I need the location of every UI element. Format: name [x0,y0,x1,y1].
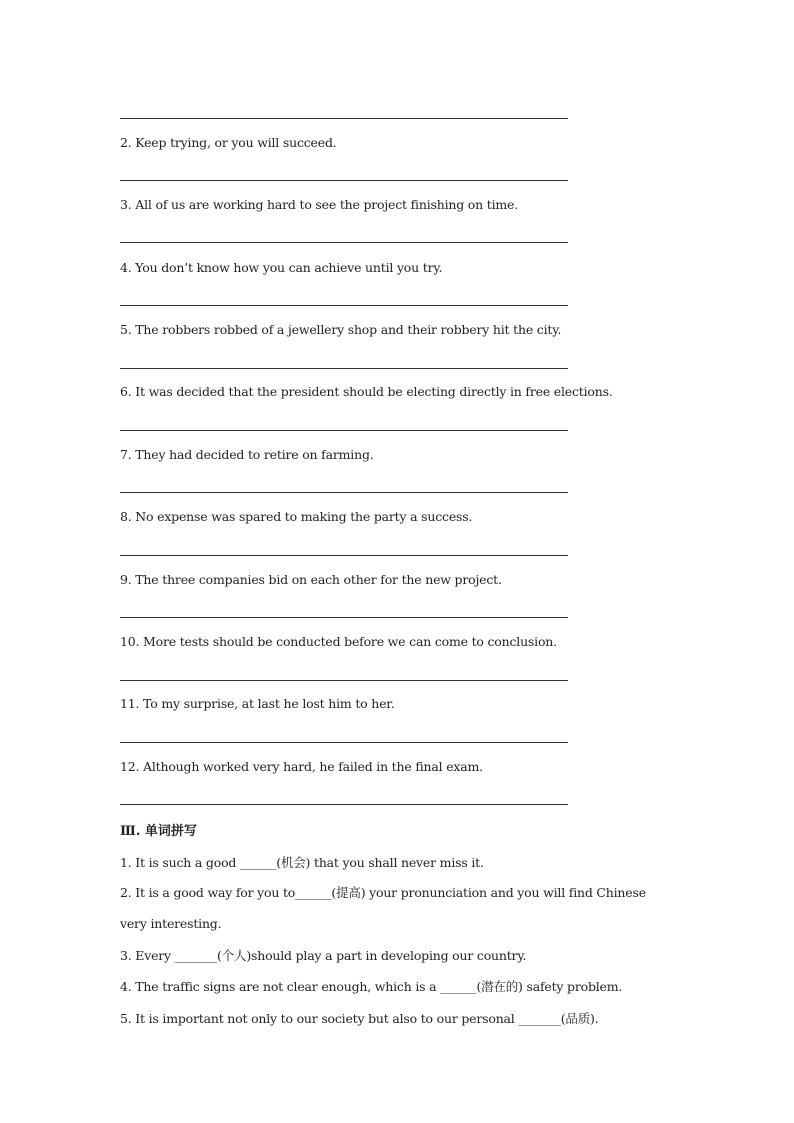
vocab-item-1: 1. It is such a good ______(机会) that you shall never miss it. [120,855,484,870]
sentence-12: 12. Although worked very hard, he failed in the final exam. [120,759,483,774]
answer-line[interactable] [120,430,568,431]
vocab-item-4: 4. The traffic signs are not clear enough, which is a ______(潜在的) safety problem. [120,979,623,994]
answer-line[interactable] [120,804,568,805]
sentence-8: 8. No expense was spared to making the party a success. [120,509,473,524]
vocab-item-5: 5. It is important not only to our society but also to our personal _______(品质). [120,1011,599,1026]
sentence-3: 3. All of us are working hard to see the project finishing on time. [120,197,518,212]
answer-line[interactable] [120,680,568,681]
section-heading: Ⅲ. 单词拼写 [120,824,197,839]
answer-line[interactable] [120,742,568,743]
vocab-item-2: 2. It is a good way for you to______(提高) your pronunciation and you will find Chinese very interesting. [120,885,646,931]
sentence-2: 2. Keep trying, or you will succeed. [120,135,337,150]
vocab-item-3: 3. Every _______(个人)should play a part in developing our country. [120,948,527,963]
answer-line[interactable] [120,180,568,181]
answer-line[interactable] [120,617,568,618]
answer-line[interactable] [120,242,568,243]
sentence-6: 6. It was decided that the president should be electing directly in free elections. [120,384,613,399]
sentence-11: 11. To my surprise, at last he lost him to her. [120,696,395,711]
answer-line[interactable] [120,555,568,556]
sentence-4: 4. You don’t know how you can achieve until you try. [120,260,443,275]
sentence-10: 10. More tests should be conducted before we can come to conclusion. [120,634,557,649]
answer-line[interactable] [120,118,568,119]
sentence-7: 7. They had decided to retire on farming. [120,447,374,462]
sentence-9: 9. The three companies bid on each other for the new project. [120,572,502,587]
answer-line[interactable] [120,368,568,369]
answer-line[interactable] [120,492,568,493]
answer-line[interactable] [120,305,568,306]
sentence-5: 5. The robbers robbed of a jewellery shop and their robbery hit the city. [120,322,562,337]
